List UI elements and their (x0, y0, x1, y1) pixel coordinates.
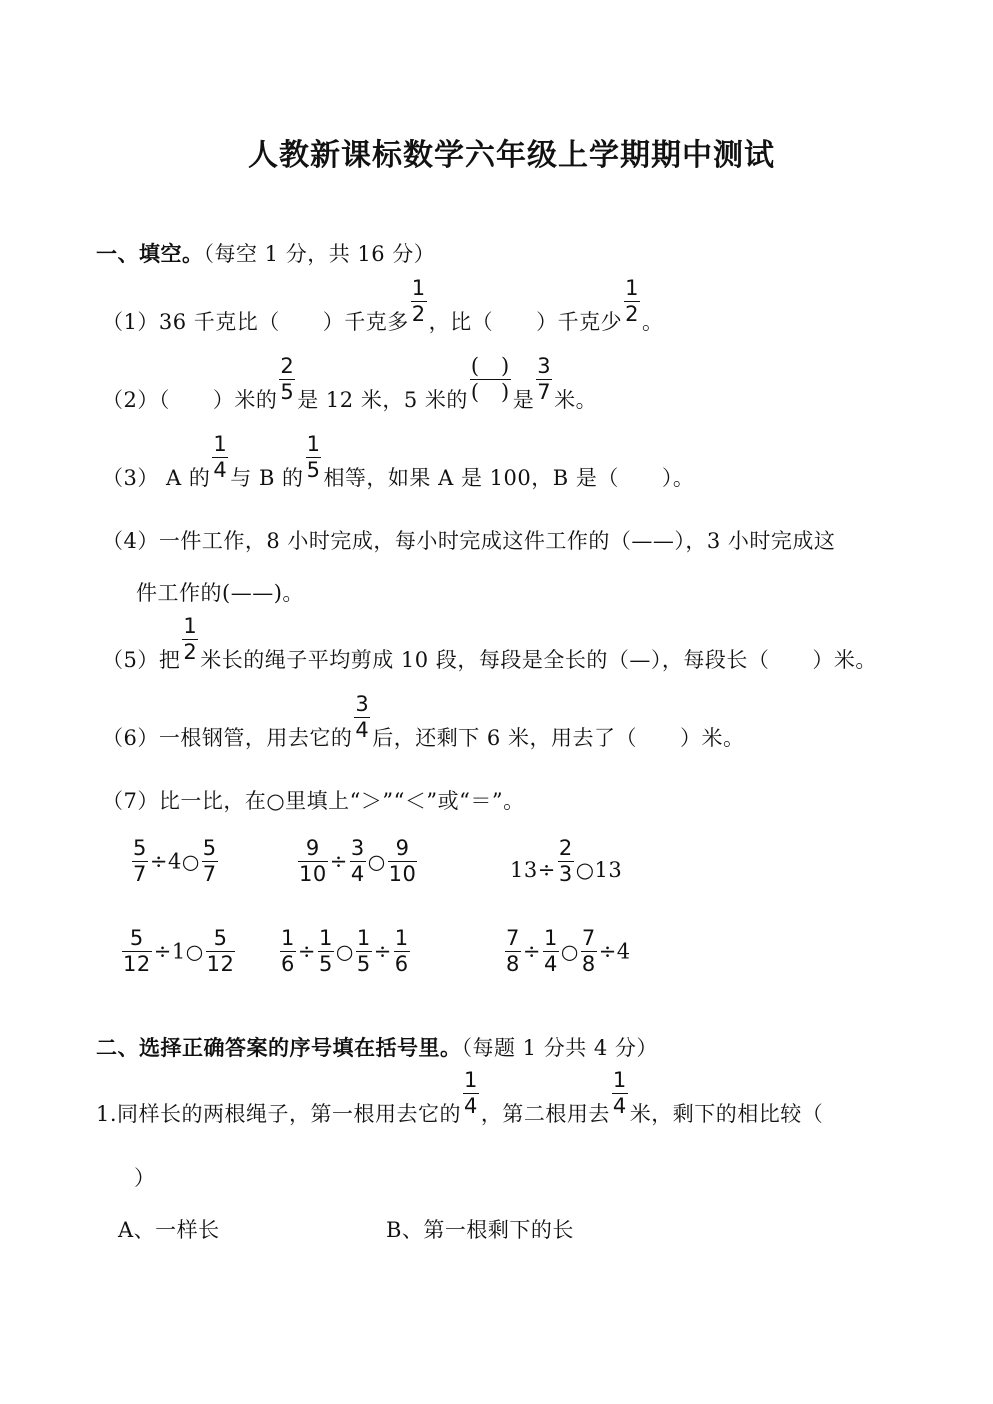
frac-num: 1 (183, 614, 198, 638)
c6-operator-1: ÷ (522, 939, 541, 964)
frac-den: 5 (280, 380, 295, 404)
c5-fraction-2 (318, 928, 334, 975)
section1-note: （每空 1 分，共 16 分） (203, 242, 436, 266)
q1-fraction-2 (624, 278, 640, 325)
q5-fraction (182, 616, 198, 663)
question-7: （7）比一比，在○里填上“＞”“＜”或“＝”。 (102, 789, 525, 813)
frac-den: ( ) (470, 380, 510, 404)
c1-fraction-2 (202, 838, 218, 885)
frac-den: 4 (464, 1094, 478, 1118)
frac-num: 1 (318, 926, 333, 950)
c2-fraction-1 (298, 838, 328, 885)
frac-den: 5 (356, 952, 371, 976)
frac-num: 1 (612, 1068, 627, 1092)
section1-heading-text: 一、填空。 (96, 241, 204, 266)
c2-operator: ÷ (329, 849, 348, 874)
c6-fraction-1 (505, 928, 521, 975)
frac-num: 3 (537, 354, 552, 378)
s2q1-text-c: 米，剩下的相比较（ (629, 1102, 824, 1126)
q3-text-b: 与 B 的 (230, 466, 304, 490)
frac-num: 9 (395, 836, 410, 860)
frac-den: 2 (183, 640, 198, 664)
q2-fraction-2 (536, 356, 552, 403)
frac-den: 10 (299, 862, 327, 886)
s2q1-text-b: ，第二根用去 (480, 1102, 610, 1126)
q1-text-a: （1）36 千克比（ ）千克多 (102, 310, 409, 334)
q2-text-c: 是 (512, 388, 535, 412)
c4-fraction-1 (122, 928, 152, 975)
section1-heading (96, 238, 435, 268)
frac-den: 8 (506, 952, 520, 976)
frac-num: 1 (306, 432, 321, 456)
question-2 (102, 356, 597, 414)
frac-den: 10 (388, 862, 417, 886)
frac-num: 5 (133, 836, 147, 860)
s2q1-text-a: 1.同样长的两根绳子，第一根用去它的 (96, 1102, 462, 1126)
question-3 (102, 434, 694, 492)
frac-num: 1 (356, 926, 371, 950)
frac-num: 7 (581, 926, 596, 950)
frac-den: 4 (612, 1094, 627, 1118)
q2-text-d: 米。 (554, 388, 598, 412)
c5-circle[interactable]: ○ (335, 939, 354, 964)
page-title: 人教新课标数学六年级上学期期中测试 (248, 138, 775, 173)
section2-heading-text: 二、选择正确答案的序号填在括号里。 (96, 1035, 462, 1060)
frac-num: 7 (506, 926, 520, 950)
q1-text-b: ，比（ ）千克少 (428, 310, 623, 334)
s2q1-closing-paren: ） (134, 1166, 156, 1190)
frac-num: 2 (558, 836, 573, 860)
q3-text-a: （3） A 的 (102, 466, 211, 490)
c6-fraction-2 (543, 928, 559, 975)
frac-num: 1 (411, 276, 426, 300)
s2q1-fraction-1 (463, 1070, 479, 1117)
c5-operator-2: ÷ (373, 939, 392, 964)
q2-text-b: 是 12 米，5 米的 (297, 388, 468, 412)
frac-den: 7 (202, 862, 217, 886)
frac-num: 5 (213, 926, 228, 950)
frac-num: 5 (202, 836, 217, 860)
frac-num: 1 (213, 432, 228, 456)
c5-fraction-1 (280, 928, 296, 975)
c5-fraction-4 (394, 928, 410, 975)
option-a[interactable]: A、一样长 (118, 1218, 220, 1242)
frac-num: 9 (305, 836, 320, 860)
frac-num: 1 (281, 926, 295, 950)
frac-den: 5 (318, 952, 333, 976)
question-5 (102, 616, 877, 674)
frac-den: 4 (213, 458, 228, 482)
c3-fraction-1 (558, 838, 574, 885)
section2-note: （每题 1 分共 4 分） (461, 1036, 658, 1060)
c5-fraction-3 (356, 928, 372, 975)
frac-den: 6 (281, 952, 295, 976)
c1-fraction-1 (132, 838, 148, 885)
frac-den: 6 (394, 952, 409, 976)
question-6 (102, 694, 744, 752)
frac-num: 3 (355, 692, 370, 716)
c3-pre: 13÷ (510, 858, 556, 882)
q5-text-b: 米长的绳子平均剪成 10 段，每段是全长的（—），每段长（ ）米。 (200, 648, 877, 672)
q2-blank-fraction[interactable] (470, 356, 511, 403)
q1-fraction (411, 278, 427, 325)
frac-den: 7 (133, 862, 147, 886)
frac-den: 4 (355, 718, 370, 742)
c3-post[interactable]: ○13 (575, 858, 623, 882)
q6-text-b: 后，还剩下 6 米，用去了（ ）米。 (372, 726, 745, 750)
compare-1 (130, 838, 220, 885)
compare-3 (510, 838, 622, 885)
question-4-line-1: （4）一件工作，8 小时完成，每小时完成这件工作的（——），3 小时完成这 (102, 529, 836, 553)
frac-num: 2 (280, 354, 295, 378)
frac-den: 12 (206, 952, 235, 976)
section2-question-1 (96, 1070, 823, 1128)
option-b[interactable]: B、第一根剩下的长 (386, 1218, 574, 1242)
c6-circle[interactable]: ○ (560, 939, 579, 964)
compare-5 (278, 928, 412, 975)
frac-num: 1 (543, 926, 558, 950)
question-4-line-2: 件工作的(——)。 (136, 581, 304, 605)
c6-fraction-3 (581, 928, 597, 975)
frac-num: 5 (129, 926, 144, 950)
c4-circle[interactable]: ○ (185, 939, 204, 964)
q6-fraction (354, 694, 370, 741)
frac-den: 5 (306, 458, 321, 482)
c5-operator-1: ÷ (297, 939, 316, 964)
c1-operator: ÷4 (149, 849, 182, 874)
q1-text-c: 。 (642, 310, 664, 334)
c6-operator-2: ÷4 (598, 939, 631, 964)
frac-den: 2 (625, 302, 640, 326)
c4-fraction-2 (206, 928, 236, 975)
compare-2 (296, 838, 419, 885)
frac-num: 1 (625, 276, 640, 300)
frac-num: 1 (464, 1068, 478, 1092)
frac-den: 8 (581, 952, 596, 976)
c2-fraction-3 (388, 838, 418, 885)
q2-fraction-1 (279, 356, 295, 403)
frac-den: 2 (411, 302, 426, 326)
q3-text-c: 相等，如果 A 是 100，B 是（ ）。 (323, 466, 695, 490)
frac-den: 4 (350, 862, 365, 886)
question-1 (102, 278, 664, 336)
c1-circle[interactable]: ○ (181, 849, 200, 874)
section2-heading (96, 1032, 658, 1062)
frac-num: ( ) (470, 354, 510, 378)
compare-4 (120, 928, 237, 975)
q2-text-a: （2）（ ）米的 (102, 388, 278, 412)
frac-num: 3 (350, 836, 365, 860)
frac-den: 4 (543, 952, 558, 976)
frac-den: 7 (537, 380, 552, 404)
frac-den: 3 (558, 862, 573, 886)
c4-operator: ÷1 (153, 939, 186, 964)
c2-fraction-2 (350, 838, 366, 885)
q3-fraction-2 (306, 434, 322, 481)
frac-num: 1 (394, 926, 409, 950)
q3-fraction-1 (212, 434, 228, 481)
q5-text-a: （5）把 (102, 648, 181, 672)
q6-text-a: （6）一根钢管，用去它的 (102, 726, 353, 750)
frac-den: 12 (123, 952, 151, 976)
compare-6 (503, 928, 631, 975)
s2q1-fraction-2 (612, 1070, 628, 1117)
c2-circle[interactable]: ○ (367, 849, 386, 874)
